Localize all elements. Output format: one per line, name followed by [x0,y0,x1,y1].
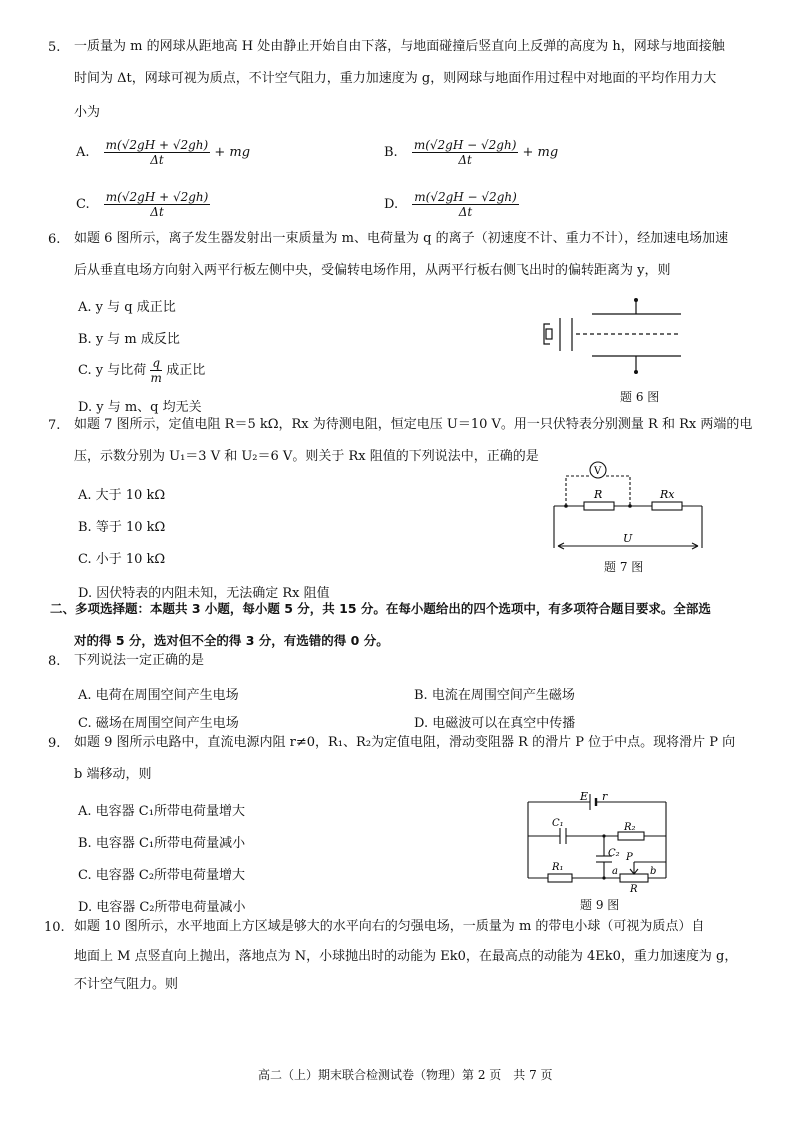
slider-p [630,862,638,874]
q6-option-d: D. y 与 m、q 均无关 [78,400,202,415]
q7-figure-caption: 题 7 图 [604,560,644,574]
section2-heading-line2: 对的得 5 分，选对但不全的得 3 分，有选错的得 0 分。 [74,633,389,648]
q9-option-d: D. 电容器 C₂所带电荷量减小 [78,900,246,915]
option-tail: + mg [214,145,251,160]
denominator: m [150,371,162,385]
fraction [412,190,519,219]
ion-source [544,324,550,344]
q8-number: 8. [48,654,61,669]
fraction [412,138,519,167]
option-c-prefix: C. y 与比荷 [78,363,147,378]
option-c-suffix: 成正比 [166,363,206,378]
junction [564,504,568,508]
bottom-node [634,370,638,374]
q6-option-a: A. y 与 q 成正比 [78,300,176,315]
resistor-r2 [618,832,644,840]
denominator: Δt [150,153,164,167]
q10-stem-line2: 地面上 M 点竖直向上抛出，落地点为 N，小球抛出时的动能为 Ek0，在最高点的动能为 4Ek0，重力加速度为 g， [74,949,738,964]
fraction [104,190,211,219]
q7-option-c: C. 小于 10 kΩ [78,552,166,567]
q8-option-a: A. 电荷在周围空间产生电场 [78,688,239,703]
q5-option-b [384,138,558,167]
q7-option-a: A. 大于 10 kΩ [78,488,166,503]
junction [602,876,605,879]
label-c1: C₁ [552,818,564,829]
label-a: a [612,866,618,877]
q5-stem-line1: 一质量为 m 的网球从距地高 H 处由静止开始自由下落，与地面碰撞后竖直向上反弹的高度为 h，网球与地面接触 [74,39,725,54]
q6-stem-line1: 如题 6 图所示，离子发生器发射出一束质量为 m、电荷量为 q 的离子（初速度不计、重力不计），经加速电场加速 [74,231,729,246]
q9-option-c: C. 电容器 C₂所带电荷量增大 [78,868,246,883]
numerator: m(√2gH − √2gh) [413,138,517,152]
q8-option-d: D. 电磁波可以在真空中传播 [414,716,576,731]
numerator: m(√2gH + √2gh) [105,138,209,152]
q5-option-d [384,190,519,219]
denominator: Δt [458,153,472,167]
junction [628,504,632,508]
q8-option-c: C. 磁场在周围空间产生电场 [78,716,239,731]
page-footer: 高二（上）期末联合检测试卷（物理）第 2 页 共 7 页 [258,1068,553,1082]
label-u: U [623,532,633,545]
q9-stem-line2: b 端移动，则 [74,767,152,782]
top-node [634,298,638,302]
q7-stem-line1: 如题 7 图所示，定值电阻 R＝5 kΩ，Rx 为待测电阻，恒定电压 U＝10 V。用一只伏特表分别测量 R 和 Rx 两端的电 [74,417,753,432]
q7-stem-line2: 压，示数分别为 U₁＝3 V 和 U₂＝6 V。则关于 Rx 阻值的下列说法中，正确的是 [74,449,539,464]
ion-source-box [546,329,552,339]
rheostat-r [620,874,648,882]
option-label: D. [384,197,399,212]
option-label: B. [384,145,398,160]
label-r: R [594,488,603,501]
q6-figure-caption: 题 6 图 [620,390,660,404]
q6-number: 6. [48,232,61,247]
q7-figure [548,458,708,558]
denominator: Δt [150,205,164,219]
q8-option-b: B. 电流在周围空间产生磁场 [414,688,575,703]
resistor-r [584,502,614,510]
option-label: C. [76,197,90,212]
section2-heading-line1: 二、多项选择题：本题共 3 小题，每小题 5 分，共 15 分。在每小题给出的四个选项中，有多项符合题目要求。全部选 [50,601,711,616]
q5-number: 5. [48,40,61,55]
q6-option-c [78,356,205,385]
label-r1: R₁ [552,862,564,873]
q10-stem-line1: 如题 10 图所示，水平地面上方区域是够大的水平向右的匀强电场，一质量为 m 的带电小球（可视为质点）自 [74,919,705,934]
q6-figure [536,296,686,376]
q10-stem-line3: 不计空气阻力。则 [74,977,179,992]
denominator: Δt [458,205,473,219]
option-tail: + mg [522,145,559,160]
resistor-rx [652,502,682,510]
label-r-internal: r [602,790,608,803]
q9-option-a: A. 电容器 C₁所带电荷量增大 [78,804,245,819]
q7-option-b: B. 等于 10 kΩ [78,520,166,535]
q7-option-d: D. 因伏特表的内阻未知，无法确定 Rx 阻值 [78,586,330,601]
option-label: A. [76,145,90,160]
q5-option-c [76,190,210,219]
q9-figure [524,790,674,894]
label-c2: C₂ [608,848,620,859]
numerator: m(√2gH + √2gh) [105,190,209,204]
q9-figure-caption: 题 9 图 [580,898,620,912]
label-r2: R₂ [624,822,636,833]
resistor-r1 [548,874,572,882]
q6-stem-line2: 后从垂直电场方向射入两平行板左侧中央，受偏转电场作用，从两平行板右侧飞出时的偏转距离为 y，则 [74,263,671,278]
q8-stem: 下列说法一定正确的是 [74,653,205,668]
q5-stem-line2: 时间为 Δt，网球可视为质点，不计空气阻力，重力加速度为 g，则网球与地面作用过程中对地面的平均作用力大 [74,71,717,86]
q9-stem-line1: 如题 9 图所示电路中，直流电源内阻 r≠0，R₁、R₂为定值电阻，滑动变阻器 R 的滑片 P 位于中点。现将滑片 P 向 [74,735,736,750]
q7-number: 7. [48,418,61,433]
label-e: E [580,790,589,803]
q6-option-b: B. y 与 m 成反比 [78,332,180,347]
voltmeter-label: V [594,466,602,477]
q5-stem-line3: 小为 [74,105,101,120]
numerator: q [152,356,161,370]
junction [602,834,605,837]
label-rx: Rx [660,488,675,501]
label-b: b [650,866,657,877]
label-r-rheostat: R [630,884,638,894]
q5-option-a [76,138,250,167]
q9-option-b: B. 电容器 C₁所带电荷量减小 [78,836,246,851]
q9-number: 9. [48,736,61,751]
label-p: P [626,852,633,863]
charge-mass-ratio [150,356,162,385]
fraction [104,138,211,167]
numerator: m(√2gH − √2gh) [414,190,517,204]
q10-number: 10. [44,920,65,935]
